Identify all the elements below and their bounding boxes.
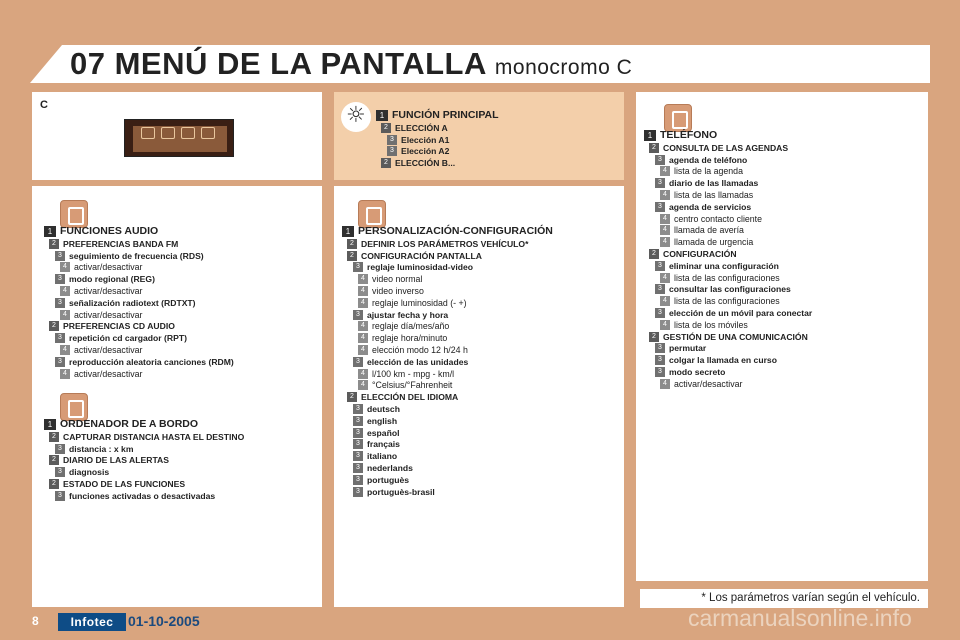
level-badge: 3	[353, 463, 363, 473]
level-badge: 3	[353, 357, 363, 367]
menu-item-level-4	[342, 321, 553, 333]
menu-item-level-2	[44, 431, 244, 443]
menu-item-label: español	[367, 427, 400, 438]
level-badge: 3	[655, 178, 665, 188]
menu-item-label: lista de los móviles	[674, 319, 748, 330]
menu-item-label: activar/desactivar	[74, 345, 143, 356]
level-badge: 1	[644, 130, 656, 141]
level-badge: 2	[381, 123, 391, 133]
level-badge: 3	[387, 146, 397, 156]
menu-item-level-3	[342, 427, 553, 439]
menu-item-label: llamada de avería	[674, 225, 744, 236]
level-badge: 4	[660, 296, 670, 306]
level-badge: 4	[358, 333, 368, 343]
menu-item-level-3	[44, 332, 234, 344]
menu-item-label: lista de las configuraciones	[674, 296, 780, 307]
menu-item-label: deutsch	[367, 404, 400, 415]
menu-item-level-4	[644, 189, 812, 201]
menu-item-label: ORDENADOR DE A BORDO	[60, 418, 199, 430]
level-badge: 4	[358, 286, 368, 296]
page-title-main: 07 MENÚ DE LA PANTALLA	[70, 46, 487, 81]
level-badge: 3	[353, 487, 363, 497]
menu-item-label: video inverso	[372, 286, 424, 297]
menu-item-level-4	[44, 344, 234, 356]
phone-panel	[636, 92, 928, 581]
menu-item-level-3	[44, 297, 234, 309]
menu-item-label: reglaje luminosidad-video	[367, 262, 474, 273]
menu-item-label: CONFIGURACIÓN PANTALLA	[361, 250, 482, 261]
menu-item-level-4	[644, 236, 812, 248]
menu-item-level-3	[376, 146, 499, 158]
level-badge: 3	[353, 439, 363, 449]
menu-item-label: agenda de teléfono	[669, 154, 748, 165]
phone-icon	[201, 127, 215, 139]
menu-item-level-4	[44, 309, 234, 321]
level-badge: 3	[353, 404, 363, 414]
menu-item-label: FUNCIÓN PRINCIPAL	[392, 109, 499, 121]
menu-item-level-2	[376, 122, 499, 134]
display-device-image	[124, 119, 234, 157]
level-badge: 2	[49, 432, 59, 442]
level-badge: 4	[660, 190, 670, 200]
level-badge: 3	[655, 284, 665, 294]
level-badge: 3	[353, 475, 363, 485]
level-badge: 4	[660, 273, 670, 283]
menu-item-level-3	[644, 284, 812, 296]
menu-item-level-3	[44, 466, 244, 478]
level-badge: 2	[347, 239, 357, 249]
menu-item-label: FUNCIONES AUDIO	[60, 225, 159, 237]
level-badge: 4	[358, 345, 368, 355]
menu-item-label: italiano	[367, 451, 398, 462]
menu-item-level-3	[44, 443, 244, 455]
title-bar	[62, 45, 930, 83]
menu-item-label: reproducción aleatoria canciones (RDM)	[69, 356, 234, 367]
menu-item-label: DIARIO DE LAS ALERTAS	[63, 455, 169, 466]
menu-item-label: Elección A2	[401, 146, 450, 157]
menu-item-level-3	[44, 250, 234, 262]
menu-item-level-4	[342, 368, 553, 380]
level-badge: 3	[353, 310, 363, 320]
menu-item-label: l/100 km - mpg - km/l	[372, 368, 455, 379]
watermark: carmanualsonline.info	[688, 605, 912, 631]
settings-tools-icon	[181, 127, 195, 139]
menu-item-label: modo regional (REG)	[69, 274, 155, 285]
menu-item-level-4	[44, 285, 234, 297]
level-badge: 1	[342, 226, 354, 237]
menu-item-level-2	[342, 391, 553, 403]
footer-date: 01-10-2005	[128, 613, 200, 629]
level-badge: 3	[655, 355, 665, 365]
menu-item-level-4	[644, 295, 812, 307]
menu-item-label: nederlands	[367, 463, 413, 474]
menu-item-level-2	[644, 331, 812, 343]
menu-item-level-3	[342, 439, 553, 451]
menu-item-level-4	[644, 378, 812, 390]
menu-item-label: activar/desactivar	[74, 262, 143, 273]
menu-item-label: activar/desactivar	[674, 378, 743, 389]
menu-item-level-2	[342, 238, 553, 250]
menu-item-level-3	[342, 486, 553, 498]
music-icon	[141, 127, 155, 139]
level-badge: 4	[660, 379, 670, 389]
level-badge: 1	[44, 226, 56, 237]
menu-item-level-3	[342, 474, 553, 486]
level-badge: 3	[353, 451, 363, 461]
menu-item-label: CONFIGURACIÓN	[663, 249, 737, 260]
menu-item-label: centro contacto cliente	[674, 213, 763, 224]
menu-item-label: activar/desactivar	[74, 309, 143, 320]
menu-item-level-3	[644, 177, 812, 189]
level-badge: 2	[49, 239, 59, 249]
menu-item-level-3	[44, 356, 234, 368]
level-badge: 3	[655, 261, 665, 271]
level-badge: 4	[660, 237, 670, 247]
level-badge: 2	[49, 479, 59, 489]
menu-item-label: consultar las configuraciones	[669, 284, 791, 295]
menu-item-level-2	[342, 250, 553, 262]
menu-item-level-3	[44, 273, 234, 285]
menu-item-label: permutar	[669, 343, 707, 354]
audio-panel	[32, 186, 322, 396]
menu-item-level-2	[44, 321, 234, 333]
computer-panel	[32, 381, 322, 607]
menu-item-label: elección modo 12 h/24 h	[372, 345, 468, 356]
menu-item-label: seguimiento de frecuencia (RDS)	[69, 250, 204, 261]
menu-item-label: funciones activadas o desactivadas	[69, 490, 216, 501]
menu-item-level-2	[644, 248, 812, 260]
level-badge: 3	[353, 428, 363, 438]
menu-item-level-4	[342, 297, 553, 309]
level-badge: 3	[655, 155, 665, 165]
menu-item-label: reglaje luminosidad (- +)	[372, 297, 467, 308]
menu-item-level-1	[44, 224, 234, 238]
level-badge: 2	[49, 321, 59, 331]
menu-item-label: PERSONALIZACIÓN-CONFIGURACIÓN	[358, 225, 553, 237]
menu-item-label: llamada de urgencia	[674, 237, 754, 248]
menu-item-level-3	[644, 354, 812, 366]
menu-item-label: GESTIÓN DE UNA COMUNICACIÓN	[663, 331, 808, 342]
level-badge: 3	[655, 343, 665, 353]
level-badge: 4	[660, 214, 670, 224]
menu-item-level-3	[342, 462, 553, 474]
level-badge: 2	[649, 332, 659, 342]
menu-item-level-3	[342, 415, 553, 427]
level-badge: 4	[358, 298, 368, 308]
menu-item-label: diagnosis	[69, 467, 110, 478]
trip-computer-icon	[161, 127, 175, 139]
page-number: 8	[32, 614, 39, 628]
menu-item-label: ESTADO DE LAS FUNCIONES	[63, 479, 186, 490]
menu-item-level-4	[644, 166, 812, 178]
menu-item-label: portuguès	[367, 474, 410, 485]
menu-item-label: portuguès-brasil	[367, 486, 435, 497]
menu-item-level-4	[644, 319, 812, 331]
level-badge: 3	[387, 135, 397, 145]
menu-item-label: ajustar fecha y hora	[367, 309, 449, 320]
level-badge: 3	[655, 367, 665, 377]
menu-item-level-3	[44, 490, 244, 502]
menu-item-label: Elección A1	[401, 134, 450, 145]
menu-item-level-2	[376, 157, 499, 169]
menu-item-label: eliminar una configuración	[669, 260, 779, 271]
menu-item-level-3	[644, 343, 812, 355]
panel-label: C	[40, 99, 48, 111]
menu-item-label: ELECCIÓN A	[395, 122, 448, 133]
footnote: * Los parámetros varían según el vehículo.	[640, 589, 928, 608]
level-badge: 3	[55, 333, 65, 343]
menu-item-label: english	[367, 415, 398, 426]
menu-item-label: PREFERENCIAS CD AUDIO	[63, 321, 175, 332]
brand-logo: Infotec	[58, 613, 126, 631]
phone-menu	[644, 128, 812, 390]
menu-item-label: colgar la llamada en curso	[669, 355, 777, 366]
menu-item-level-2	[644, 142, 812, 154]
menu-item-label: ELECCIÓN B...	[395, 158, 456, 169]
level-badge: 3	[55, 357, 65, 367]
menu-item-label: señalización radiotext (RDTXT)	[69, 297, 196, 308]
level-badge: 3	[353, 262, 363, 272]
menu-item-label: lista de las llamadas	[674, 190, 754, 201]
main-function-panel	[334, 92, 624, 180]
level-badge: 3	[655, 308, 665, 318]
menu-item-level-3	[644, 307, 812, 319]
personalization-menu	[342, 224, 553, 498]
menu-item-level-4	[342, 344, 553, 356]
menu-item-label: TELÉFONO	[660, 129, 718, 141]
menu-item-label: °Celsius/°Fahrenheit	[372, 380, 453, 391]
menu-item-level-4	[44, 262, 234, 274]
page-title	[70, 46, 632, 82]
level-badge: 3	[55, 444, 65, 454]
level-badge: 2	[381, 158, 391, 168]
menu-item-level-3	[644, 201, 812, 213]
level-badge: 2	[347, 251, 357, 261]
level-badge: 4	[660, 166, 670, 176]
menu-item-level-3	[342, 403, 553, 415]
menu-item-level-4	[342, 332, 553, 344]
menu-item-level-4	[44, 368, 234, 380]
menu-item-label: DEFINIR LOS PARÁMETROS VEHÍCULO*	[361, 238, 529, 249]
menu-item-level-4	[342, 380, 553, 392]
computer-menu	[44, 417, 244, 502]
menu-item-label: ELECCIÓN DEL IDIOMA	[361, 392, 459, 403]
level-badge: 2	[347, 392, 357, 402]
menu-item-level-4	[342, 273, 553, 285]
menu-item-level-1	[44, 417, 244, 431]
level-badge: 3	[55, 491, 65, 501]
menu-item-level-2	[44, 478, 244, 490]
menu-item-label: lista de las configuraciones	[674, 272, 780, 283]
menu-item-label: activar/desactivar	[74, 286, 143, 297]
brightness-icon	[341, 102, 371, 132]
level-badge: 4	[60, 345, 70, 355]
level-badge: 4	[358, 274, 368, 284]
level-badge: 3	[55, 467, 65, 477]
level-badge: 4	[660, 225, 670, 235]
menu-item-level-1	[644, 128, 812, 142]
menu-item-level-3	[644, 260, 812, 272]
level-badge: 3	[55, 298, 65, 308]
menu-item-label: reglaje hora/minuto	[372, 333, 448, 344]
menu-item-label: video normal	[372, 274, 423, 285]
menu-item-label: reglaje día/mes/año	[372, 321, 450, 332]
audio-menu	[44, 224, 234, 380]
menu-item-label: elección de las unidades	[367, 356, 469, 367]
level-badge: 2	[649, 249, 659, 259]
menu-item-label: activar/desactivar	[74, 368, 143, 379]
menu-item-level-2	[44, 238, 234, 250]
level-badge: 4	[358, 321, 368, 331]
menu-item-level-1	[342, 224, 553, 238]
level-badge: 4	[660, 320, 670, 330]
menu-item-level-3	[644, 154, 812, 166]
level-badge: 3	[655, 202, 665, 212]
level-badge: 2	[49, 455, 59, 465]
level-badge: 4	[60, 286, 70, 296]
menu-item-level-3	[342, 309, 553, 321]
menu-item-label: diario de las llamadas	[669, 178, 759, 189]
menu-item-level-4	[644, 213, 812, 225]
level-badge: 4	[60, 310, 70, 320]
level-badge: 3	[55, 274, 65, 284]
menu-item-level-3	[644, 366, 812, 378]
menu-item-level-3	[342, 450, 553, 462]
level-badge: 4	[358, 369, 368, 379]
page-title-sub: monocromo C	[494, 56, 633, 79]
level-badge: 2	[649, 143, 659, 153]
level-badge: 4	[60, 369, 70, 379]
menu-item-level-4	[342, 285, 553, 297]
menu-item-label: agenda de servicios	[669, 201, 752, 212]
menu-item-level-1	[376, 108, 499, 122]
level-badge: 3	[55, 251, 65, 261]
menu-item-label: lista de la agenda	[674, 166, 743, 177]
menu-item-label: CAPTURAR DISTANCIA HASTA EL DESTINO	[63, 431, 245, 442]
menu-item-level-3	[342, 262, 553, 274]
menu-item-label: français	[367, 439, 400, 450]
menu-item-level-4	[644, 225, 812, 237]
level-badge: 4	[358, 380, 368, 390]
menu-item-label: modo secreto	[669, 367, 726, 378]
level-badge: 3	[353, 416, 363, 426]
personalization-panel	[334, 186, 624, 607]
level-badge: 1	[376, 110, 388, 121]
menu-item-label: PREFERENCIAS BANDA FM	[63, 238, 179, 249]
menu-item-level-3	[342, 356, 553, 368]
menu-item-label: elección de un móvil para conectar	[669, 308, 813, 319]
menu-item-level-3	[376, 134, 499, 146]
level-badge: 4	[60, 262, 70, 272]
menu-item-label: CONSULTA DE LAS AGENDAS	[663, 142, 789, 153]
main-function-menu	[376, 108, 499, 169]
menu-item-label: repetición cd cargador (RPT)	[69, 333, 187, 344]
menu-item-label: distancia : x km	[69, 443, 134, 454]
display-panel	[32, 92, 322, 180]
menu-item-level-2	[44, 455, 244, 467]
menu-item-level-4	[644, 272, 812, 284]
level-badge: 1	[44, 419, 56, 430]
